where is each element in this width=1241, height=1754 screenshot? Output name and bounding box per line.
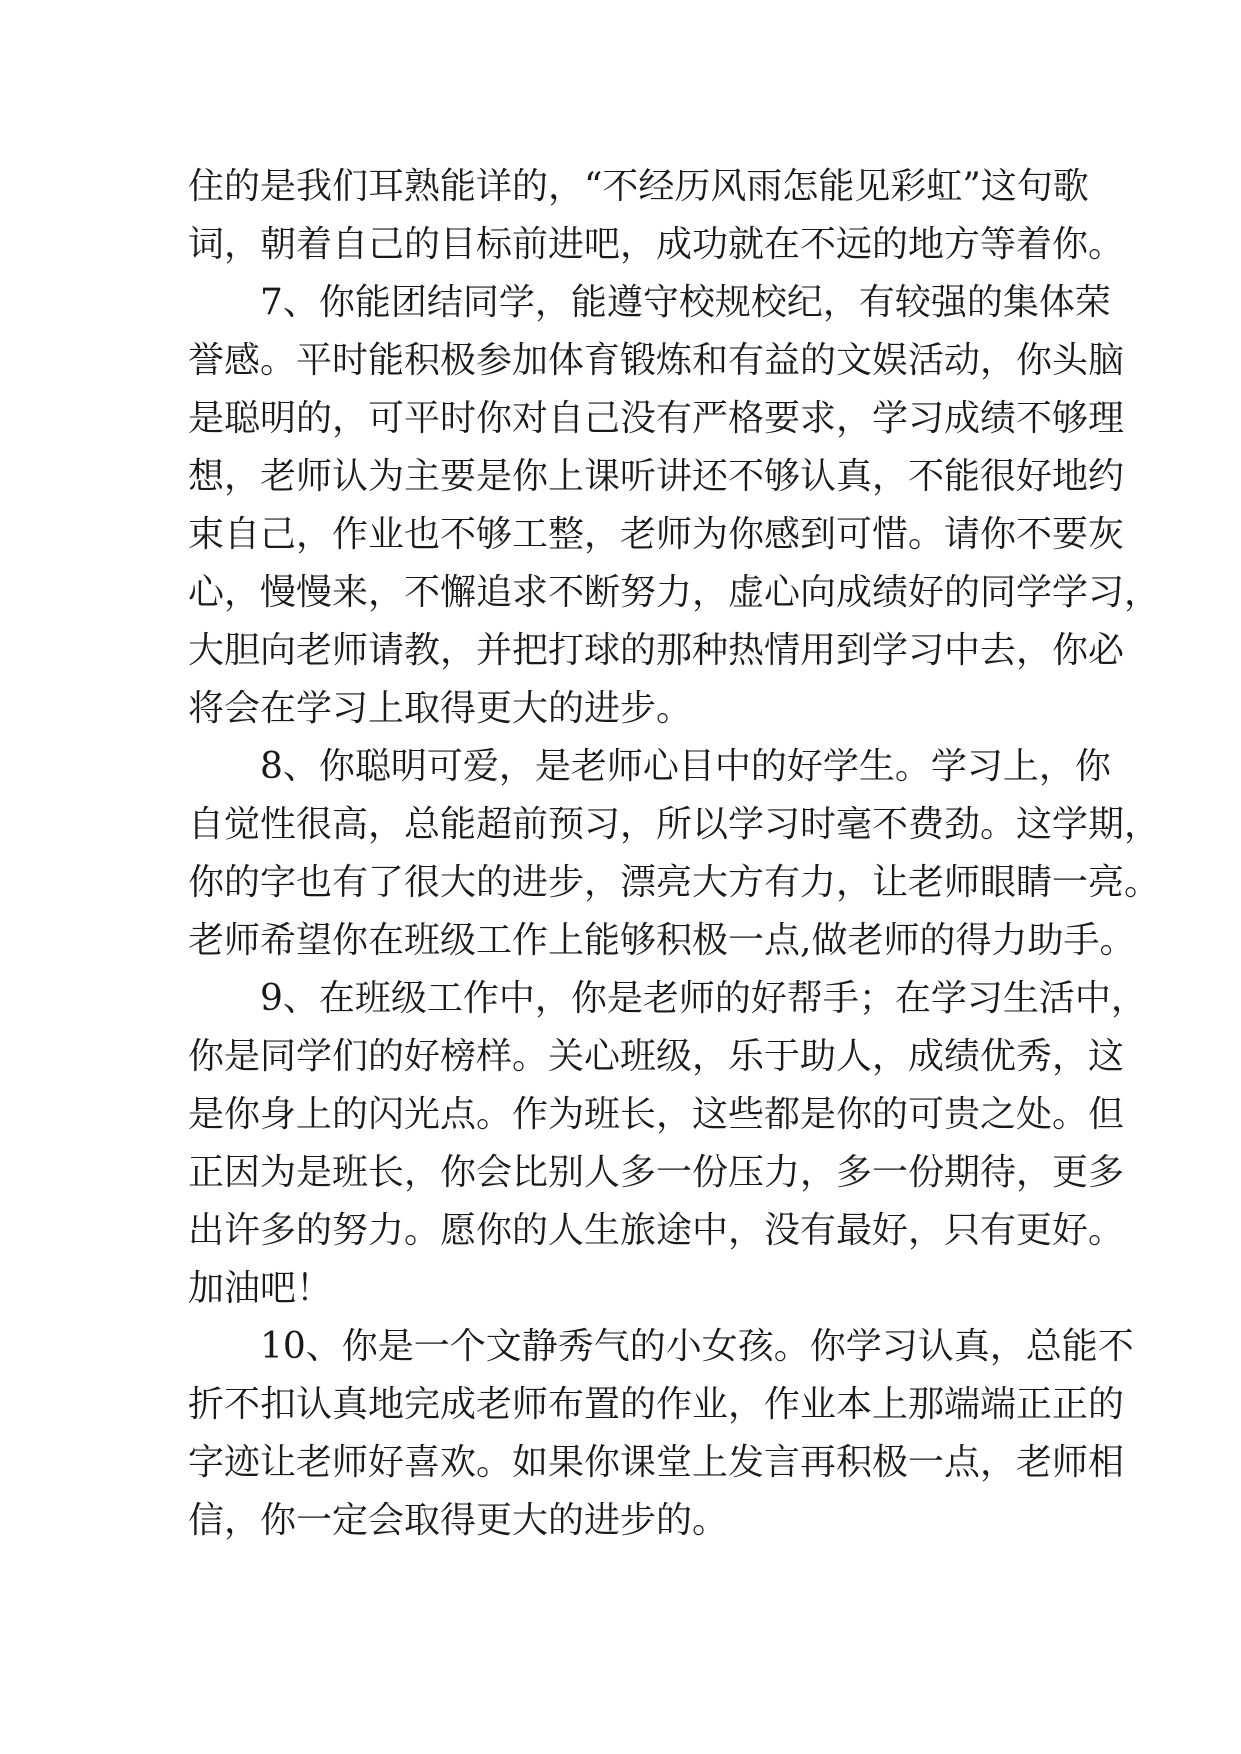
text-line: 誉感。平时能积极参加体育锻炼和有益的文娱活动，你头脑 [188, 340, 1125, 381]
text-line: 加油吧！ [188, 1268, 333, 1309]
text-line: 正因为是班长，你会比别人多一份压力，多一份期待，更多 [188, 1152, 1125, 1193]
text-line: 信，你一定会取得更大的进步的。 [188, 1500, 729, 1541]
paragraph-10 [188, 1318, 1134, 1550]
text-line: 7、你能团结同学，能遵守校规校纪，有较强的集体荣 [260, 282, 1111, 323]
text-line: 出许多的努力。愿你的人生旅途中，没有最好，只有更好。 [188, 1210, 1125, 1251]
paragraph-6-continued [188, 158, 1125, 274]
text-line: 9、在班级工作中，你是老师的好帮手；在学习生活中， [260, 978, 1147, 1019]
paragraph-8 [188, 738, 1161, 970]
text-line: 大胆向老师请教，并把打球的那种热情用到学习中去，你必 [188, 630, 1125, 671]
text-line: 束自己，作业也不够工整，老师为你感到可惜。请你不要灰 [188, 514, 1125, 555]
text-line: 10、你是一个文静秀气的小女孩。你学习认真，总能不 [260, 1326, 1134, 1367]
text-line: 老师希望你在班级工作上能够积极一点,做老师的得力助手。 [188, 920, 1136, 961]
text-line: 字迹让老师好喜欢。如果你课堂上发言再积极一点，老师相 [188, 1442, 1125, 1483]
paragraph-7 [188, 274, 1161, 738]
paragraph-9 [188, 970, 1147, 1318]
text-line: 心，慢慢来，不懈追求不断努力，虚心向成绩好的同学学习， [188, 572, 1161, 613]
text-line: 自觉性很高，总能超前预习，所以学习时毫不费劲。这学期， [188, 804, 1161, 845]
text-line: 想，老师认为主要是你上课听讲还不够认真，不能很好地约 [188, 456, 1125, 497]
text-line: 折不扣认真地完成老师布置的作业，作业本上那端端正正的 [188, 1384, 1125, 1425]
text-line: 8、你聪明可爱，是老师心目中的好学生。学习上，你 [260, 746, 1111, 787]
text-line: 你是同学们的好榜样。关心班级，乐于助人，成绩优秀，这 [188, 1036, 1125, 1077]
text-line: 是聪明的，可平时你对自己没有严格要求，学习成绩不够理 [188, 398, 1125, 439]
text-line: 将会在学习上取得更大的进步。 [188, 688, 693, 729]
document-body [188, 158, 1161, 1550]
text-line: 你的字也有了很大的进步，漂亮大方有力，让老师眼睛一亮。 [188, 862, 1161, 903]
text-line: 是你身上的闪光点。作为班长，这些都是你的可贵之处。但 [188, 1094, 1125, 1135]
text-line: 住的是我们耳熟能详的，“不经历风雨怎能见彩虹”这句歌 [188, 166, 1089, 207]
text-line: 词，朝着自己的目标前进吧，成功就在不远的地方等着你。 [188, 224, 1125, 265]
